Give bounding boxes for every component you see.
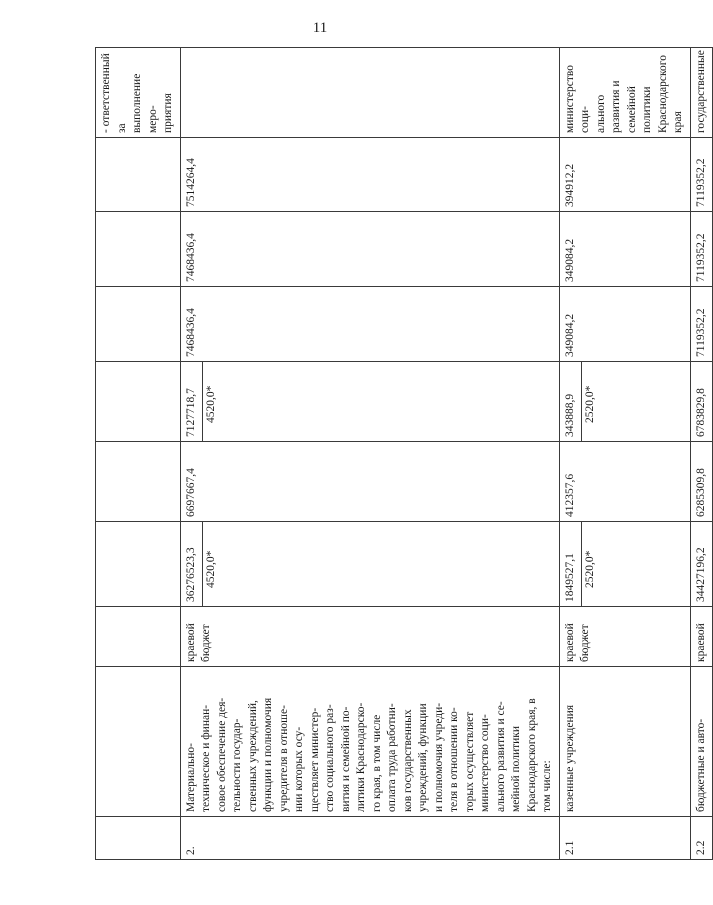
amount-total-cell (180, 522, 559, 607)
amount-year-2-note: 4520,0* (202, 362, 220, 441)
rotated-table-container (95, 48, 707, 860)
funding-source: краевой бюджет (180, 607, 559, 667)
amount-year-5: 7514264,4 (180, 138, 559, 212)
table-row (559, 48, 690, 860)
amount-year-4: 349084,2 (559, 212, 690, 287)
header-cell-total (96, 522, 181, 607)
table-header-continuation-row (96, 48, 181, 860)
header-cell-y4 (96, 212, 181, 287)
amount-year-3: 7468436,4 (180, 287, 559, 362)
row-number: 2.1 (559, 817, 690, 860)
header-cell-y5 (96, 138, 181, 212)
program-activities-table (95, 47, 713, 860)
amount-total: 1849527,1 (563, 553, 576, 602)
header-cell-responsible: - ответственный за выполнение меро- приятия (96, 48, 181, 138)
table-row (180, 48, 559, 860)
responsible-party: министерство соци- ального развития и семейной политики Краснодарского края (559, 48, 690, 138)
responsible-party: государственные (690, 48, 713, 138)
amount-year-2-cell (559, 362, 690, 442)
amount-year-3: 349084,2 (559, 287, 690, 362)
page-number: 11 (312, 20, 328, 36)
amount-year-1: 412357,6 (559, 442, 690, 522)
header-cell-y2 (96, 362, 181, 442)
amount-year-3: 7119352,2 (690, 287, 713, 362)
amount-year-5: 7119352,2 (690, 138, 713, 212)
table-row (690, 48, 713, 860)
amount-total: 34427196,2 (690, 522, 713, 607)
amount-year-2: 6783829,8 (690, 362, 713, 442)
activity-name: бюджетные и авто- (690, 667, 713, 817)
activity-name: Материально- техническое и финан- совое обеспечение дея- тельности государ- ственных учреждений, функции и полномочия учредителя в отноше- нии которых осу- ществляет министер- ство социального раз- вития и семейной по- литики Краснодарско- го края, в том числе оплата труда работни- ков государственных учреждений, функции и полномочия учреди- теля в отношении ко- торых осуществляет министерство соци- ального развития и се- мейной политики Краснодарского края, в том числе: (180, 667, 559, 817)
header-cell-y1 (96, 442, 181, 522)
activity-name: казенные учреждения (559, 667, 690, 817)
header-cell-num (96, 817, 181, 860)
table-viewport (95, 48, 707, 860)
amount-year-4: 7468436,4 (180, 212, 559, 287)
header-cell-name (96, 667, 181, 817)
amount-year-2-cell (180, 362, 559, 442)
header-cell-y3 (96, 287, 181, 362)
amount-year-2: 343888,9 (563, 393, 576, 437)
amount-year-5: 394912,2 (559, 138, 690, 212)
amount-total: 36276523,3 (184, 547, 197, 602)
row-number: 2. (180, 817, 559, 860)
funding-source: краевой (690, 607, 713, 667)
amount-year-2: 7127718,7 (184, 388, 197, 437)
header-cell-source (96, 607, 181, 667)
amount-year-1: 6697667,4 (180, 442, 559, 522)
row-number: 2.2 (690, 817, 713, 860)
amount-total-note: 2520,0* (581, 522, 599, 606)
funding-source: краевой бюджет (559, 607, 690, 667)
amount-year-4: 7119352,2 (690, 212, 713, 287)
responsible-party (180, 48, 559, 138)
amount-year-1: 6285309,8 (690, 442, 713, 522)
amount-year-2-note: 2520,0* (581, 362, 599, 441)
amount-total-cell (559, 522, 690, 607)
amount-total-note: 4520,0* (202, 522, 220, 606)
